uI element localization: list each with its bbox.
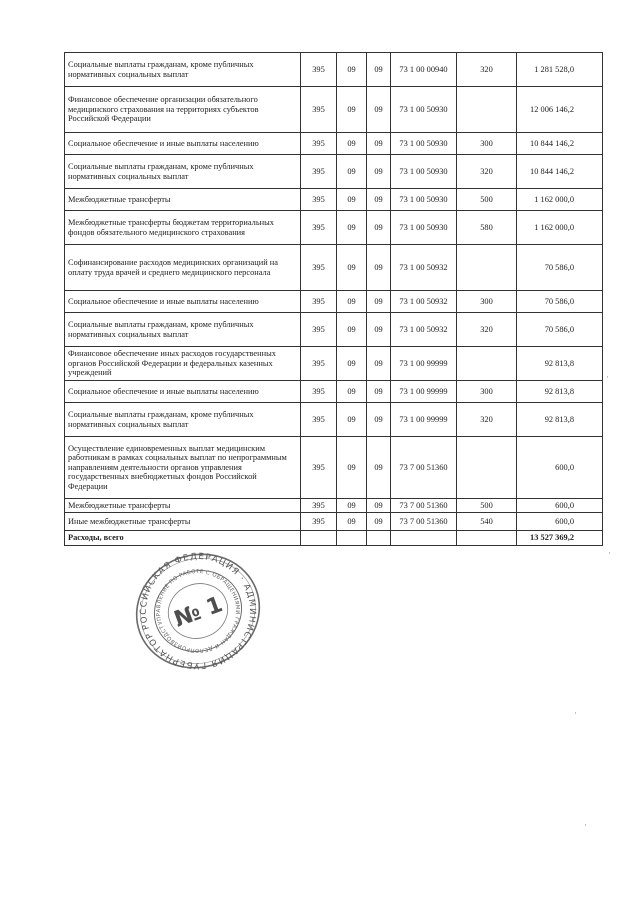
total-label: Расходы, всего — [65, 531, 301, 545]
cell-target: 73 1 00 50932 — [391, 291, 457, 313]
cell-name: Социальные выплаты гражданам, кроме публичных нормативных социальных выплат — [65, 313, 301, 347]
cell-ministry: 395 — [301, 155, 337, 189]
cell-subsection: 09 — [367, 347, 391, 381]
cell-type: 320 — [457, 53, 517, 87]
cell-name: Социальные выплаты гражданам, кроме публичных нормативных социальных выплат — [65, 155, 301, 189]
scan-speck: · — [606, 372, 609, 382]
table-row — [65, 53, 603, 87]
cell-target: 73 1 00 50930 — [391, 189, 457, 211]
cell-type: 320 — [457, 403, 517, 437]
cell-subsection: 09 — [367, 499, 391, 513]
cell-subsection: 09 — [367, 313, 391, 347]
table-row — [65, 437, 603, 499]
cell-ministry: 395 — [301, 437, 337, 499]
cell-type — [457, 87, 517, 133]
cell-target: 73 1 00 50930 — [391, 155, 457, 189]
cell-amount: 10 844 146,2 — [517, 155, 603, 189]
cell-subsection: 09 — [367, 513, 391, 531]
cell-target: 73 1 00 99999 — [391, 381, 457, 403]
cell-empty — [367, 531, 391, 545]
cell-ministry: 395 — [301, 87, 337, 133]
table-row — [65, 403, 603, 437]
cell-target: 73 1 00 50930 — [391, 211, 457, 245]
cell-amount: 92 813,8 — [517, 403, 603, 437]
table-row — [65, 189, 603, 211]
cell-name: Социальные выплаты гражданам, кроме публичных нормативных социальных выплат — [65, 53, 301, 87]
cell-subsection: 09 — [367, 53, 391, 87]
cell-target: 73 1 00 00940 — [391, 53, 457, 87]
cell-subsection: 09 — [367, 133, 391, 155]
cell-target: 73 7 00 51360 — [391, 437, 457, 499]
cell-section: 09 — [337, 87, 367, 133]
scan-speck: · — [584, 820, 587, 830]
cell-section: 09 — [337, 53, 367, 87]
cell-section: 09 — [337, 499, 367, 513]
cell-type: 320 — [457, 313, 517, 347]
cell-empty — [301, 531, 337, 545]
cell-ministry: 395 — [301, 513, 337, 531]
cell-section: 09 — [337, 513, 367, 531]
cell-section: 09 — [337, 291, 367, 313]
cell-amount: 1 162 000,0 — [517, 211, 603, 245]
cell-name: Финансовое обеспечение организации обязательного медицинского страхования на территориях субъектов Российской Федерации — [65, 87, 301, 133]
cell-subsection: 09 — [367, 403, 391, 437]
cell-name: Социальное обеспечение и иные выплаты населению — [65, 291, 301, 313]
scan-speck: · — [608, 548, 611, 558]
cell-section: 09 — [337, 403, 367, 437]
cell-target: 73 1 00 50932 — [391, 313, 457, 347]
cell-ministry: 395 — [301, 347, 337, 381]
cell-subsection: 09 — [367, 245, 391, 291]
cell-name: Межбюджетные трансферты бюджетам территориальных фондов обязательного медицинского страхования — [65, 211, 301, 245]
total-amount: 13 527 369,2 — [517, 531, 603, 545]
cell-name: Социальные выплаты гражданам, кроме публичных нормативных социальных выплат — [65, 403, 301, 437]
cell-amount: 70 586,0 — [517, 291, 603, 313]
official-seal — [123, 552, 273, 670]
table-row — [65, 211, 603, 245]
seal-outer-text: РОССИЙСКАЯ ФЕДЕРАЦИЯ · АДМИНИСТРАЦИЯ ГУБЕРНАТОРА — [138, 552, 258, 670]
seal-inner-text: УПРАВЛЕНИЕ ПО РАБОТЕ С ОБРАЩЕНИЯМИ ГРАЖДАН И ДЕЛОПРОИЗВОДСТВУ — [155, 568, 241, 654]
table-row — [65, 513, 603, 531]
cell-amount: 12 006 146,2 — [517, 87, 603, 133]
cell-section: 09 — [337, 133, 367, 155]
cell-section: 09 — [337, 381, 367, 403]
cell-ministry: 395 — [301, 499, 337, 513]
cell-target: 73 1 00 50932 — [391, 245, 457, 291]
cell-type: 500 — [457, 189, 517, 211]
cell-section: 09 — [337, 189, 367, 211]
seal-stamp — [123, 552, 273, 670]
cell-amount: 600,0 — [517, 437, 603, 499]
cell-type — [457, 437, 517, 499]
cell-section: 09 — [337, 347, 367, 381]
cell-name: Социальное обеспечение и иные выплаты населению — [65, 381, 301, 403]
cell-section: 09 — [337, 245, 367, 291]
cell-empty — [391, 531, 457, 545]
cell-amount: 70 586,0 — [517, 313, 603, 347]
cell-type: 300 — [457, 291, 517, 313]
cell-amount: 92 813,8 — [517, 381, 603, 403]
cell-amount: 600,0 — [517, 513, 603, 531]
cell-amount: 600,0 — [517, 499, 603, 513]
cell-ministry: 395 — [301, 133, 337, 155]
cell-type: 320 — [457, 155, 517, 189]
cell-target: 73 1 00 50930 — [391, 133, 457, 155]
cell-ministry: 395 — [301, 245, 337, 291]
cell-amount: 1 281 528,0 — [517, 53, 603, 87]
cell-type: 300 — [457, 381, 517, 403]
cell-subsection: 09 — [367, 155, 391, 189]
cell-ministry: 395 — [301, 189, 337, 211]
cell-type — [457, 347, 517, 381]
table-row — [65, 133, 603, 155]
cell-name: Иные межбюджетные трансферты — [65, 513, 301, 531]
cell-amount: 1 162 000,0 — [517, 189, 603, 211]
table-row — [65, 291, 603, 313]
cell-subsection: 09 — [367, 437, 391, 499]
scan-speck: · — [574, 708, 577, 718]
cell-type: 540 — [457, 513, 517, 531]
cell-subsection: 09 — [367, 291, 391, 313]
cell-target: 73 1 00 99999 — [391, 403, 457, 437]
table-body — [65, 53, 603, 546]
cell-subsection: 09 — [367, 189, 391, 211]
cell-name: Межбюджетные трансферты — [65, 189, 301, 211]
cell-target: 73 7 00 51360 — [391, 499, 457, 513]
cell-type: 500 — [457, 499, 517, 513]
cell-name: Софинансирование расходов медицинских организаций на оплату труда врачей и среднего медицинского персонала — [65, 245, 301, 291]
cell-subsection: 09 — [367, 381, 391, 403]
table-row — [65, 347, 603, 381]
table-row — [65, 155, 603, 189]
cell-amount: 10 844 146,2 — [517, 133, 603, 155]
cell-ministry: 395 — [301, 53, 337, 87]
cell-name: Социальное обеспечение и иные выплаты населению — [65, 133, 301, 155]
cell-target: 73 1 00 50930 — [391, 87, 457, 133]
cell-subsection: 09 — [367, 211, 391, 245]
budget-table — [64, 52, 603, 546]
table-row — [65, 245, 603, 291]
seal-number: № 1 — [171, 592, 227, 633]
cell-empty — [337, 531, 367, 545]
cell-target: 73 7 00 51360 — [391, 513, 457, 531]
cell-type: 580 — [457, 211, 517, 245]
cell-ministry: 395 — [301, 291, 337, 313]
cell-section: 09 — [337, 313, 367, 347]
cell-ministry: 395 — [301, 403, 337, 437]
cell-ministry: 395 — [301, 211, 337, 245]
cell-section: 09 — [337, 211, 367, 245]
cell-name: Осуществление единовременных выплат медицинским работникам в рамках социальных выплат по непрограммным направлениям деятельности органов управления государственных внебюджетных фондов Российской Федерации — [65, 437, 301, 499]
table-row — [65, 499, 603, 513]
cell-ministry: 395 — [301, 313, 337, 347]
cell-name: Финансовое обеспечение иных расходов государственных органов Российской Федерации и федеральных казенных учреждений — [65, 347, 301, 381]
table-row — [65, 313, 603, 347]
cell-type: 300 — [457, 133, 517, 155]
table-row — [65, 381, 603, 403]
cell-ministry: 395 — [301, 381, 337, 403]
cell-name: Межбюджетные трансферты — [65, 499, 301, 513]
cell-section: 09 — [337, 155, 367, 189]
cell-subsection: 09 — [367, 87, 391, 133]
cell-section: 09 — [337, 437, 367, 499]
total-row — [65, 531, 603, 545]
table-row — [65, 87, 603, 133]
cell-target: 73 1 00 99999 — [391, 347, 457, 381]
cell-amount: 70 586,0 — [517, 245, 603, 291]
cell-amount: 92 813,8 — [517, 347, 603, 381]
cell-empty — [457, 531, 517, 545]
cell-type — [457, 245, 517, 291]
